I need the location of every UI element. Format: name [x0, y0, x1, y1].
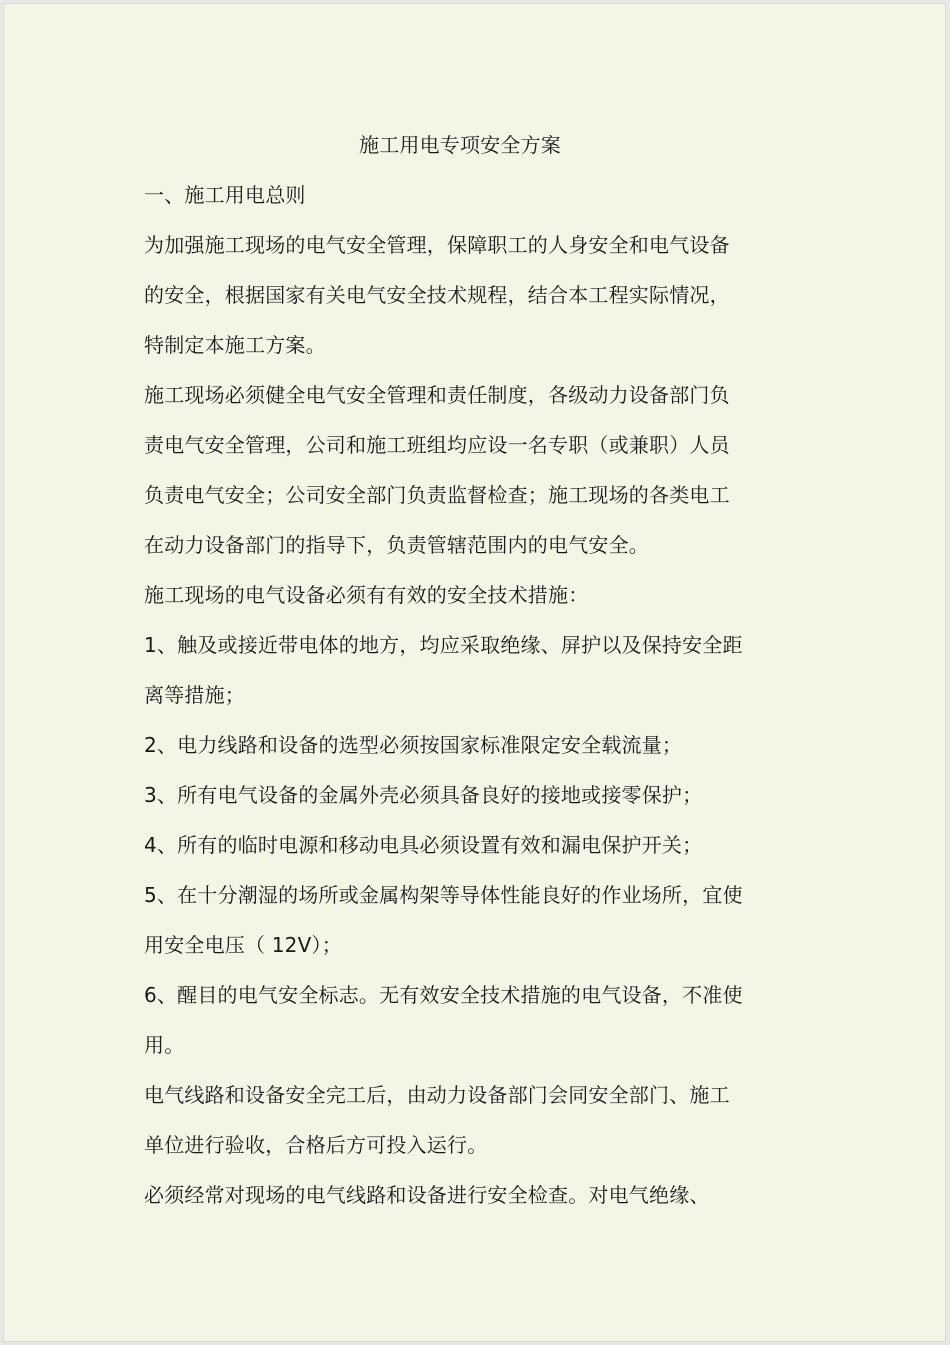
paragraph-line: 施工现场必须健全电气安全管理和责任制度，各级动力设备部门负: [144, 383, 730, 407]
paragraph-line: 特制定本施工方案。: [144, 333, 326, 357]
paragraph-line: 电气线路和设备安全完工后，由动力设备部门会同安全部门、施工: [144, 1083, 730, 1107]
document-title: 施工用电专项安全方案: [359, 133, 561, 157]
list-item-line: 3、所有电气设备的金属外壳必须具备良好的接地或接零保护；: [144, 783, 703, 807]
list-item-line: 用。: [144, 1033, 185, 1057]
paragraph-line: 单位进行验收，合格后方可投入运行。: [144, 1133, 488, 1157]
paragraph-line: 施工现场的电气设备必须有有效的安全技术措施：: [144, 583, 589, 607]
section-heading: 一、施工用电总则: [144, 183, 306, 207]
paragraph-line: 责电气安全管理，公司和施工班组均应设一名专职（或兼职）人员: [144, 433, 730, 457]
paragraph-line: 负责电气安全；公司安全部门负责监督检查；施工现场的各类电工: [144, 483, 730, 507]
list-item-line: 2、电力线路和设备的选型必须按国家标准限定安全载流量；: [144, 733, 683, 757]
paragraph-line: 在动力设备部门的指导下，负责管辖范围内的电气安全。: [144, 533, 649, 557]
document-body: [144, 120, 776, 1220]
list-item-line: 离等措施；: [144, 683, 245, 707]
list-item-line: 5、在十分潮湿的场所或金属构架等导体性能良好的作业场所，宜使: [144, 883, 743, 907]
list-item-line: 1、触及或接近带电体的地方，均应采取绝缘、屏护以及保持安全距: [144, 633, 743, 657]
list-item-line: 6、醒目的电气安全标志。无有效安全技术措施的电气设备，不准使: [144, 983, 743, 1007]
paragraph-line: 的安全，根据国家有关电气安全技术规程，结合本工程实际情况，: [144, 283, 730, 307]
paragraph-line: 必须经常对现场的电气线路和设备进行安全检查。对电气绝缘、: [144, 1183, 710, 1207]
list-item-line: 4、所有的临时电源和移动电具必须设置有效和漏电保护开关；: [144, 833, 703, 857]
paragraph-line: 为加强施工现场的电气安全管理，保障职工的人身安全和电气设备: [144, 233, 730, 257]
list-item-line: 用安全电压（ 12V）；: [144, 933, 342, 957]
document-page: [3, 3, 946, 1342]
